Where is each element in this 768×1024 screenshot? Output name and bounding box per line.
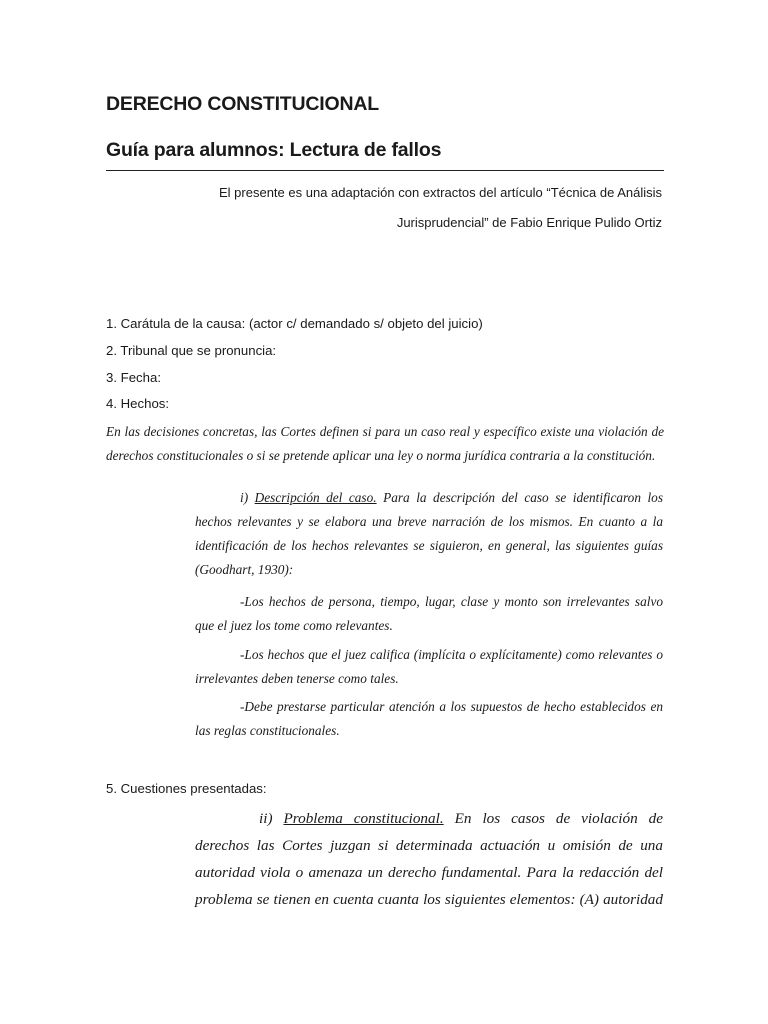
hechos-paragraph-text: En las decisiones concretas, las Cortes definen si para un caso real y específico existe una violación de derechos constitucionales o si se pretende aplicar una ley o norma jurídica contraria a la constitución. xyxy=(106,424,664,463)
bullet-text-3: -Debe prestarse particular atención a los supuestos de hecho establecidos en las reglas constitucionales. xyxy=(195,699,663,738)
descripcion-block xyxy=(195,486,663,582)
descripcion-heading: Descripción del caso. xyxy=(254,490,377,505)
intro-line-2: Jurisprudencial” de Fabio Enrique Pulido Ortiz xyxy=(396,215,662,230)
problema-text: En los casos de violación de derechos las Cortes juzgan si determinada actuación u omisión de una autoridad viola o amenaza un derecho fundamental. Para la redacción del problema se tienen en cuenta cuanta los siguientes elementos: (A) autoridad xyxy=(195,810,664,908)
problema-prefix: ii) xyxy=(259,810,284,827)
document-title: DERECHO CONSTITUCIONAL xyxy=(106,93,379,115)
item-fecha: 3. Fecha: xyxy=(106,370,161,385)
descripcion-prefix: i) xyxy=(240,490,255,505)
item-caratula: 1. Carátula de la causa: (actor c/ demandado s/ objeto del juicio) xyxy=(106,316,483,331)
descripcion-paragraph xyxy=(195,486,663,582)
bullet-item xyxy=(195,643,663,691)
item-hechos: 4. Hechos: xyxy=(106,396,170,411)
item-cuestiones: 5. Cuestiones presentadas: xyxy=(106,781,267,796)
bullet-text-2: -Los hechos que el juez califica (implícita o explícitamente) como relevantes o irrelevantes deben tenerse como tales. xyxy=(195,647,663,686)
intro-line-1: El presente es una adaptación con extractos del artículo “Técnica de Análisis xyxy=(219,185,662,200)
problema-block xyxy=(195,805,663,913)
bullet-text-1: -Los hechos de persona, tiempo, lugar, clase y monto son irrelevantes salvo que el juez los tome como relevantes. xyxy=(195,594,663,633)
item-tribunal: 2. Tribunal que se pronuncia: xyxy=(106,343,277,358)
problema-heading: Problema constitucional. xyxy=(283,810,444,827)
bullet-item xyxy=(195,590,663,638)
bullet-item xyxy=(195,695,663,743)
hechos-paragraph xyxy=(106,420,664,468)
descripcion-text: Para la descripción del caso se identificaron los hechos relevantes y se elabora una breve narración de los mismos. En cuanto a la identificación de los hechos relevantes se siguieron, en general, las siguientes guías (Goodhart, 1930): xyxy=(195,490,664,577)
problema-paragraph xyxy=(195,805,663,913)
document-subtitle: Guía para alumnos: Lectura de fallos xyxy=(106,139,442,161)
title-divider xyxy=(106,170,664,171)
